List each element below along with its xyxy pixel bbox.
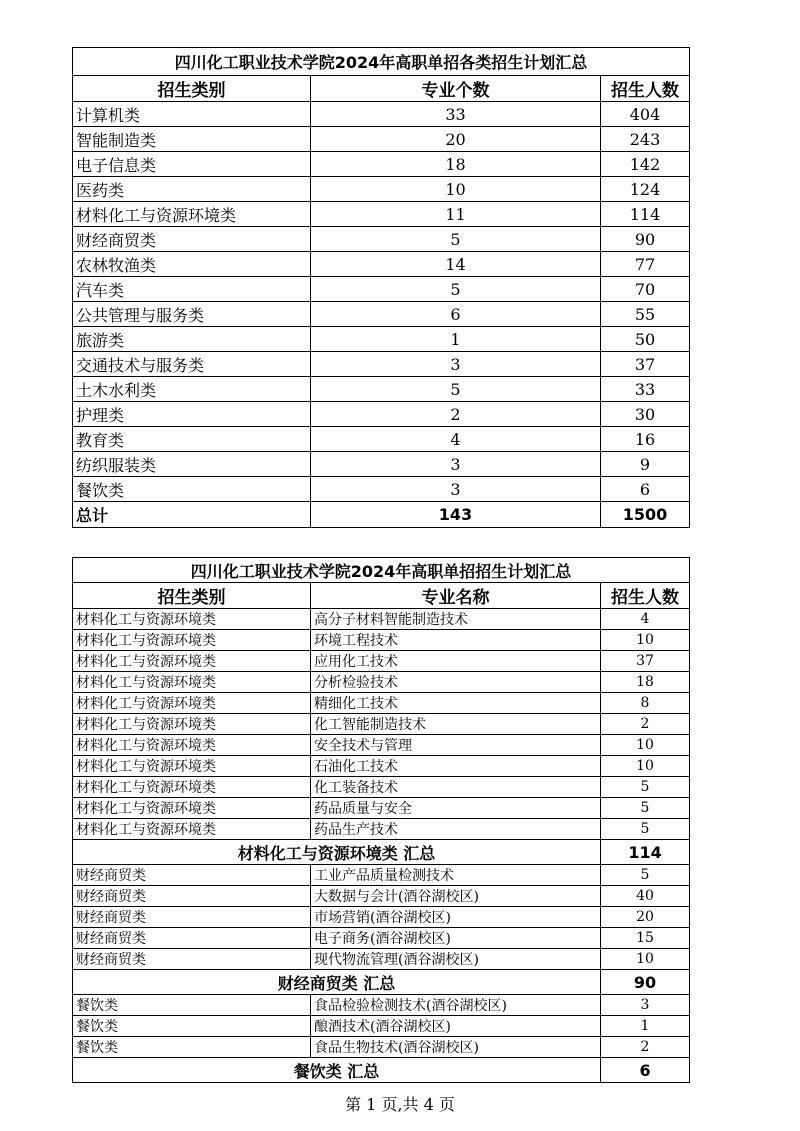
category-cell: 公共管理与服务类 [73,302,311,327]
table-row [73,1037,690,1058]
major-count-cell: 4 [311,427,601,452]
enrollment-cell: 30 [601,402,690,427]
table-row [73,277,690,302]
enrollment-cell: 5 [601,777,690,798]
category-cell: 医药类 [73,177,311,202]
subtotal-label: 材料化工与资源环境类 汇总 [73,840,601,865]
table-row [73,202,690,227]
enrollment-cell: 1 [601,1016,690,1037]
category-cell: 材料化工与资源环境类 [73,651,311,672]
table-row [73,886,690,907]
category-cell: 财经商贸类 [73,949,311,970]
summary-header-enrollment: 招生人数 [601,76,690,102]
table-row [73,1016,690,1037]
category-cell: 材料化工与资源环境类 [73,735,311,756]
table-row [73,995,690,1016]
category-cell: 护理类 [73,402,311,427]
category-cell: 材料化工与资源环境类 [73,714,311,735]
major-count-cell: 11 [311,202,601,227]
enrollment-cell: 404 [601,102,690,127]
table-row [73,714,690,735]
table-row [73,798,690,819]
enrollment-cell: 114 [601,202,690,227]
subtotal-row [73,970,690,995]
subtotal-row [73,840,690,865]
major-count-cell: 20 [311,127,601,152]
category-cell: 电子信息类 [73,152,311,177]
category-cell: 交通技术与服务类 [73,352,311,377]
major-name-cell: 电子商务(酒谷湖校区) [311,928,601,949]
enrollment-cell: 2 [601,714,690,735]
subtotal-value: 114 [601,840,690,865]
major-name-cell: 分析检验技术 [311,672,601,693]
table-row [73,402,690,427]
enrollment-cell: 10 [601,949,690,970]
major-count-cell: 10 [311,177,601,202]
major-name-cell: 应用化工技术 [311,651,601,672]
enrollment-cell: 124 [601,177,690,202]
summary-header-major-count: 专业个数 [311,76,601,102]
table-row [73,352,690,377]
table-row [73,452,690,477]
subtotal-label: 财经商贸类 汇总 [73,970,601,995]
table-row [73,756,690,777]
category-cell: 餐饮类 [73,995,311,1016]
enrollment-cell: 5 [601,865,690,886]
category-cell: 计算机类 [73,102,311,127]
major-count-cell: 2 [311,402,601,427]
major-name-cell: 食品生物技术(酒谷湖校区) [311,1037,601,1058]
category-cell: 智能制造类 [73,127,311,152]
enrollment-cell: 37 [601,352,690,377]
table-row [73,252,690,277]
table-row [73,630,690,651]
major-name-cell: 市场营销(酒谷湖校区) [311,907,601,928]
enrollment-cell: 4 [601,609,690,630]
category-cell: 材料化工与资源环境类 [73,672,311,693]
major-count-cell: 3 [311,352,601,377]
enrollment-cell: 15 [601,928,690,949]
major-name-cell: 精细化工技术 [311,693,601,714]
table-row [73,865,690,886]
total-enrollment: 1500 [601,502,690,528]
table-row [73,907,690,928]
table-row [73,377,690,402]
detail-header-enrollment: 招生人数 [601,583,690,609]
category-cell: 材料化工与资源环境类 [73,819,311,840]
category-cell: 材料化工与资源环境类 [73,630,311,651]
subtotal-label: 餐饮类 汇总 [73,1058,601,1083]
major-name-cell: 化工装备技术 [311,777,601,798]
table-row [73,819,690,840]
enrollment-cell: 90 [601,227,690,252]
subtotal-row [73,1058,690,1083]
category-cell: 财经商贸类 [73,886,311,907]
major-count-cell: 5 [311,227,601,252]
table-row [73,127,690,152]
detail-header-major-name: 专业名称 [311,583,601,609]
category-cell: 财经商贸类 [73,907,311,928]
major-name-cell: 现代物流管理(酒谷湖校区) [311,949,601,970]
enrollment-cell: 6 [601,477,690,502]
category-cell: 材料化工与资源环境类 [73,202,311,227]
major-name-cell: 化工智能制造技术 [311,714,601,735]
detail-header-category: 招生类别 [73,583,311,609]
major-name-cell: 酿酒技术(酒谷湖校区) [311,1016,601,1037]
table-row [73,735,690,756]
major-count-cell: 5 [311,277,601,302]
enrollment-cell: 40 [601,886,690,907]
category-cell: 材料化工与资源环境类 [73,693,311,714]
enrollment-cell: 2 [601,1037,690,1058]
table-row [73,928,690,949]
table-row [73,949,690,970]
table-row [73,672,690,693]
major-name-cell: 大数据与会计(酒谷湖校区) [311,886,601,907]
enrollment-cell: 10 [601,630,690,651]
enrollment-cell: 142 [601,152,690,177]
major-name-cell: 石油化工技术 [311,756,601,777]
major-count-cell: 3 [311,452,601,477]
table-row [73,477,690,502]
category-cell: 教育类 [73,427,311,452]
subtotal-value: 90 [601,970,690,995]
table-row [73,227,690,252]
category-cell: 餐饮类 [73,477,311,502]
detail-table-title: 四川化工职业技术学院2024年高职单招招生计划汇总 [73,558,690,583]
enrollment-cell: 10 [601,735,690,756]
page-footer: 第 1 页,共 4 页 [345,1095,455,1114]
category-cell: 财经商贸类 [73,227,311,252]
table-row [73,777,690,798]
category-cell: 材料化工与资源环境类 [73,756,311,777]
category-cell: 农林牧渔类 [73,252,311,277]
major-count-cell: 6 [311,302,601,327]
category-cell: 财经商贸类 [73,928,311,949]
enrollment-cell: 8 [601,693,690,714]
major-name-cell: 工业产品质量检测技术 [311,865,601,886]
summary-table [72,47,690,528]
major-count-cell: 1 [311,327,601,352]
major-name-cell: 环境工程技术 [311,630,601,651]
enrollment-cell: 18 [601,672,690,693]
major-name-cell: 食品检验检测技术(酒谷湖校区) [311,995,601,1016]
table-row [73,302,690,327]
major-name-cell: 高分子材料智能制造技术 [311,609,601,630]
table-row [73,177,690,202]
enrollment-cell: 5 [601,798,690,819]
enrollment-cell: 77 [601,252,690,277]
table-row [73,427,690,452]
category-cell: 土木水利类 [73,377,311,402]
category-cell: 旅游类 [73,327,311,352]
total-row [73,502,690,528]
enrollment-cell: 70 [601,277,690,302]
major-count-cell: 33 [311,102,601,127]
major-count-cell: 18 [311,152,601,177]
category-cell: 财经商贸类 [73,865,311,886]
enrollment-cell: 10 [601,756,690,777]
enrollment-cell: 55 [601,302,690,327]
table-row [73,651,690,672]
table-row [73,693,690,714]
major-name-cell: 药品质量与安全 [311,798,601,819]
enrollment-cell: 5 [601,819,690,840]
summary-header-category: 招生类别 [73,76,311,102]
category-cell: 材料化工与资源环境类 [73,609,311,630]
total-label: 总计 [73,502,311,528]
enrollment-cell: 20 [601,907,690,928]
major-name-cell: 药品生产技术 [311,819,601,840]
enrollment-cell: 37 [601,651,690,672]
category-cell: 材料化工与资源环境类 [73,798,311,819]
total-major-count: 143 [311,502,601,528]
category-cell: 汽车类 [73,277,311,302]
enrollment-cell: 16 [601,427,690,452]
major-name-cell: 安全技术与管理 [311,735,601,756]
enrollment-cell: 33 [601,377,690,402]
major-count-cell: 14 [311,252,601,277]
category-cell: 材料化工与资源环境类 [73,777,311,798]
enrollment-cell: 243 [601,127,690,152]
enrollment-cell: 9 [601,452,690,477]
table-row [73,609,690,630]
enrollment-cell: 50 [601,327,690,352]
major-count-cell: 3 [311,477,601,502]
detail-table [72,557,690,1083]
table-row [73,327,690,352]
major-count-cell: 5 [311,377,601,402]
enrollment-cell: 3 [601,995,690,1016]
category-cell: 纺织服装类 [73,452,311,477]
table-row [73,152,690,177]
category-cell: 餐饮类 [73,1037,311,1058]
category-cell: 餐饮类 [73,1016,311,1037]
table-row [73,102,690,127]
subtotal-value: 6 [601,1058,690,1083]
summary-table-title: 四川化工职业技术学院2024年高职单招各类招生计划汇总 [73,48,690,76]
